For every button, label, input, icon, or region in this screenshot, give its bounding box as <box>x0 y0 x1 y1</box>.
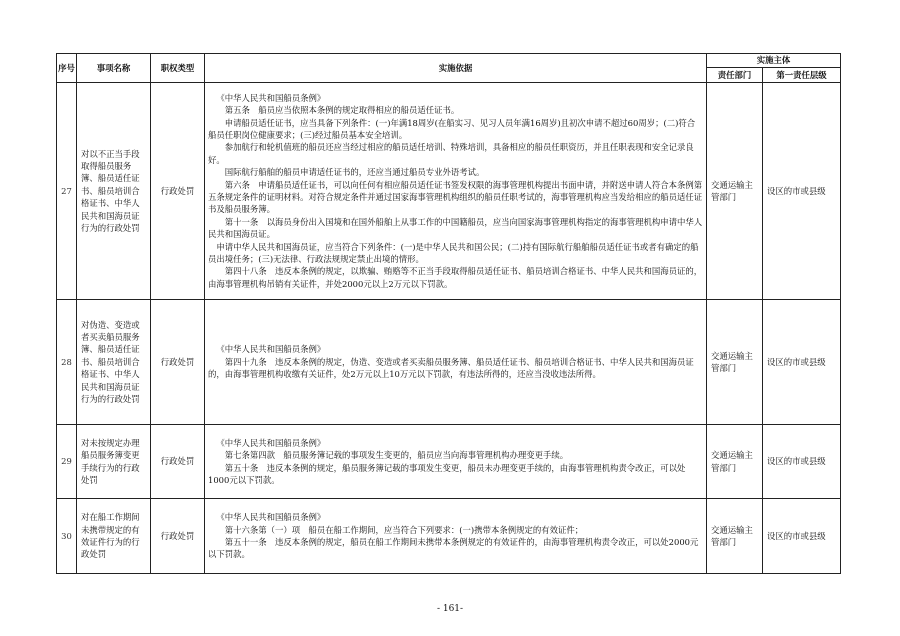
basis-text <box>205 300 707 425</box>
responsible-dept: 交通运输主管部门 <box>707 425 763 499</box>
header-power-type: 职权类型 <box>151 54 205 83</box>
table-row <box>57 499 841 574</box>
enforcement-table <box>56 53 841 574</box>
basis-line: 第六条 申请船员适任证书，可以向任何有相应船员适任证书签发权限的海事管理机构提出书面申请，并附送申请人符合本条例第五条规定条件的证明材料。对符合规定条件并通过国家海事管理机构组织的船员任职考试的，海事管理机构应当发给相应的船员适任证书及船员服务簿。 <box>208 179 703 215</box>
item-name: 对未按规定办理船员服务簿变更手续行为的行政处罚 <box>77 425 151 499</box>
header-seq: 序号 <box>57 54 77 83</box>
header-subject: 实施主体 <box>707 54 841 68</box>
basis-line: 《中华人民共和国船员条例》 <box>216 344 326 355</box>
responsibility-level: 设区的市或县级 <box>763 83 841 300</box>
basis-line: 国际航行船舶的船员申请适任证书的，还应当通过船员专业外语考试。 <box>224 167 485 178</box>
item-name: 对在船工作期间未携带规定的有效证件行为的行政处罚 <box>77 499 151 574</box>
responsible-dept: 交通运输主管部门 <box>707 499 763 574</box>
basis-line: 《中华人民共和国船员条例》 <box>216 437 326 448</box>
basis-line: 申请船员适任证书，应当具备下列条件：(一)年满18周岁(在船实习、见习人员年满16周岁)且初次申请不超过60周岁；(二)符合船员任职岗位健康要求；(三)经过船员基本安全培训。 <box>208 117 696 140</box>
row-number: 28 <box>57 300 77 425</box>
basis-line: 《中华人民共和国船员条例》 <box>216 512 326 523</box>
responsibility-level: 设区的市或县级 <box>763 300 841 425</box>
row-number: 29 <box>57 425 77 499</box>
basis-text <box>205 425 707 499</box>
header-dept: 责任部门 <box>707 68 763 83</box>
responsible-dept: 交通运输主管部门 <box>707 300 763 425</box>
basis-line: 第五条 船员应当依照本条例的规定取得相应的船员适任证书。 <box>224 105 460 116</box>
responsible-dept: 交通运输主管部门 <box>707 83 763 300</box>
row-number: 27 <box>57 83 77 300</box>
basis-line: 申请中华人民共和国海员证，应当符合下列条件：(一)是中华人民共和国公民；(二)持有国际航行船舶船员适任证书或者有确定的船员出境任务；(三)无法律、行政法规规定禁止出境的情形。 <box>208 241 699 265</box>
basis-line: 第七条第四款 船员服务簿记载的事项发生变更的，船员应当向海事管理机构办理变更手续。 <box>224 450 569 461</box>
table-row <box>57 83 841 300</box>
basis-line: 第四十八条 违反本条例的规定，以欺骗、贿赂等不正当手段取得船员适任证书、船员培训合格证书、中华人民共和国海员证的，由海事管理机构吊销有关证件，并处2000元以上2万元以下罚款。 <box>208 266 703 289</box>
basis-line: 第十六条第（一）项 船员在船工作期间，应当符合下列要求：(一)携带本条例规定的有效证件； <box>224 524 584 535</box>
page-number: - 161- <box>436 604 464 614</box>
basis-text <box>205 499 707 574</box>
basis-line: 第五十一条 违反本条例的规定，船员在船工作期间未携带本条例规定的有效证件的，由海事管理机构责令改正，可以处2000元以下罚款。 <box>208 537 699 560</box>
responsibility-level: 设区的市或县级 <box>763 425 841 499</box>
basis-line: 第四十九条 违反本条例的规定，伪造、变造或者买卖船员服务簿、船员适任证书、船员培训合格证书、中华人民共和国海员证的，由海事管理机构收缴有关证件，处2万元以上10万元以下罚款，有违法所得的，还应当没收违法所得。 <box>208 356 694 380</box>
header-item-name: 事项名称 <box>77 54 151 83</box>
table-row <box>57 300 841 425</box>
item-name: 对伪造、变造或者买卖船员服务簿、船员适任证书、船员培训合格证书、中华人民共和国海员证行为的行政处罚 <box>77 300 151 425</box>
power-type: 行政处罚 <box>151 83 205 300</box>
power-type: 行政处罚 <box>151 300 205 425</box>
responsibility-level: 设区的市或县级 <box>763 499 841 574</box>
table-row <box>57 425 841 499</box>
power-type: 行政处罚 <box>151 425 205 499</box>
header-basis: 实施依据 <box>205 54 707 83</box>
basis-text <box>205 83 707 300</box>
basis-line: 参加航行和轮机值班的船员还应当经过相应的船员适任培训、特殊培训，具备相应的船员任职资历，并且任职表现和安全记录良好。 <box>208 142 694 165</box>
basis-line: 《中华人民共和国船员条例》 <box>216 92 326 103</box>
basis-line: 第五十条 违反本条例的规定，船员服务簿记载的事项发生变更，船员未办理变更手续的，由海事管理机构责令改正，可以处1000元以下罚款。 <box>208 462 686 485</box>
row-number: 30 <box>57 499 77 574</box>
basis-line: 第十一条 以海员身份出入国境和在国外船舶上从事工作的中国籍船员，应当向国家海事管理机构指定的海事管理机构申请中华人民共和国海员证。 <box>208 216 703 240</box>
power-type: 行政处罚 <box>151 499 205 574</box>
header-level: 第一责任层级 <box>763 68 841 83</box>
item-name: 对以不正当手段取得船员服务簿、船员适任证书、船员培训合格证书、中华人民共和国海员证行为的行政处罚 <box>77 83 151 300</box>
